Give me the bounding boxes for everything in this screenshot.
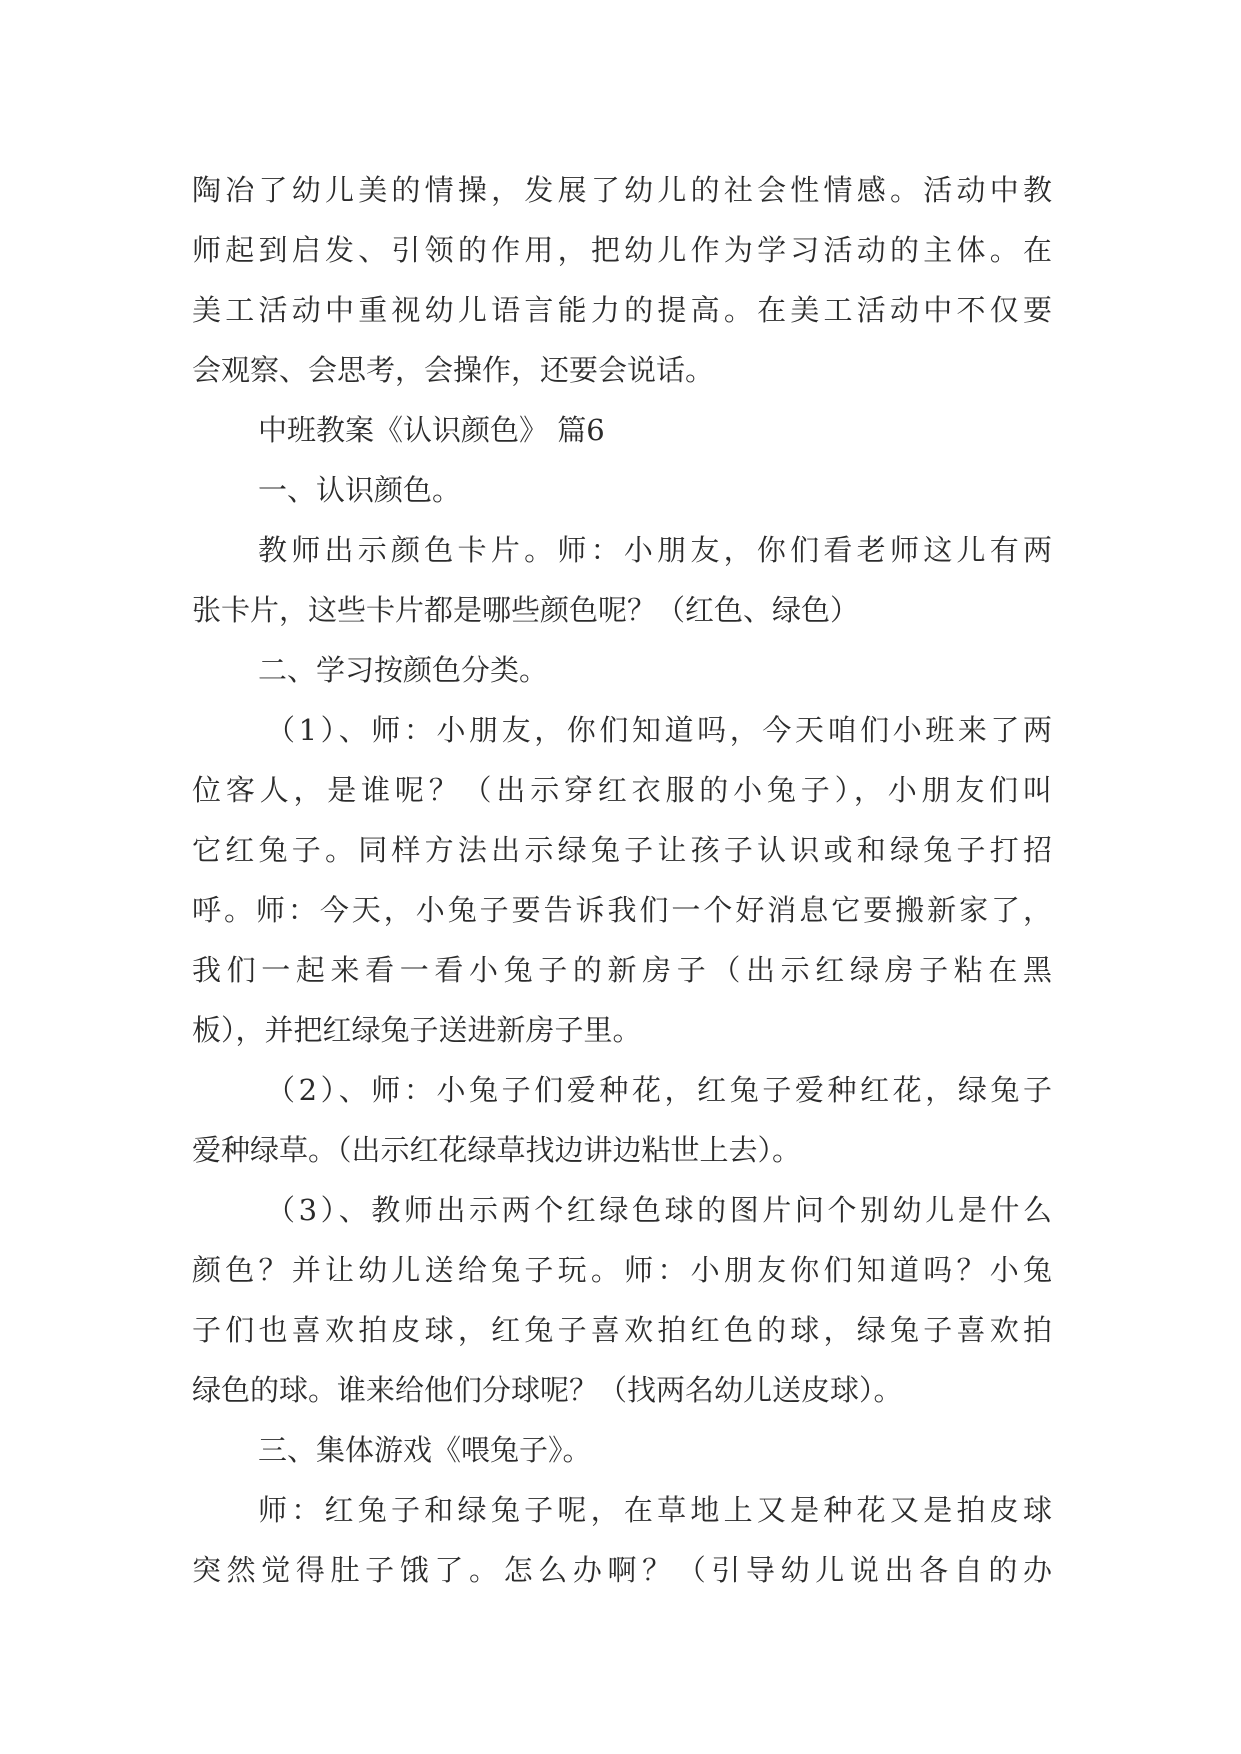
- subheading: 一、认识颜色。: [258, 473, 462, 507]
- text-line: （2）、师：小兔子们爱种花，红兔子爱种红花，绿兔子: [266, 1073, 1052, 1107]
- text-line: 突然觉得肚子饿了。怎么办啊？（引导幼儿说出各自的办: [192, 1553, 1052, 1587]
- section-heading: 中班教案《认识颜色》 篇6: [258, 413, 605, 447]
- text-line: 会观察、会思考，会操作，还要会说话。: [192, 353, 715, 387]
- text-line: 教师出示颜色卡片。师：小朋友，你们看老师这儿有两: [258, 533, 1052, 567]
- text-line: 美工活动中重视幼儿语言能力的提高。在美工活动中不仅要: [192, 293, 1052, 327]
- text-line: 师起到启发、引领的作用，把幼儿作为学习活动的主体。在: [192, 233, 1052, 267]
- text-line: 绿色的球。谁来给他们分球呢？（找两名幼儿送皮球）。: [192, 1373, 903, 1407]
- text-line: 陶冶了幼儿美的情操，发展了幼儿的社会性情感。活动中教: [192, 173, 1052, 207]
- subheading: 二、学习按颜色分类。: [258, 653, 549, 687]
- subheading: 三、集体游戏《喂兔子》。: [258, 1433, 592, 1467]
- text-line: 张卡片，这些卡片都是哪些颜色呢？（红色、绿色）: [192, 593, 860, 627]
- text-line: 它红兔子。同样方法出示绿兔子让孩子认识或和绿兔子打招: [192, 833, 1052, 867]
- text-line: 子们也喜欢拍皮球，红兔子喜欢拍红色的球，绿兔子喜欢拍: [192, 1313, 1052, 1347]
- text-line: 我们一起来看一看小兔子的新房子（出示红绿房子粘在黑: [192, 953, 1052, 987]
- text-line: 板），并把红绿兔子送进新房子里。: [192, 1013, 642, 1047]
- text-line: 呼。师：今天，小兔子要告诉我们一个好消息它要搬新家了，: [192, 893, 1052, 927]
- text-line: 位客人，是谁呢？（出示穿红衣服的小兔子），小朋友们叫: [192, 773, 1052, 807]
- text-line: 颜色？并让幼儿送给兔子玩。师：小朋友你们知道吗？小兔: [192, 1253, 1052, 1287]
- text-line: （1）、师：小朋友，你们知道吗，今天咱们小班来了两: [266, 713, 1052, 747]
- text-line: （3）、教师出示两个红绿色球的图片问个别幼儿是什么: [266, 1193, 1052, 1227]
- text-line: 爱种绿草。（出示红花绿草找边讲边粘世上去）。: [192, 1133, 802, 1167]
- text-line: 师：红兔子和绿兔子呢，在草地上又是种花又是拍皮球: [258, 1493, 1052, 1527]
